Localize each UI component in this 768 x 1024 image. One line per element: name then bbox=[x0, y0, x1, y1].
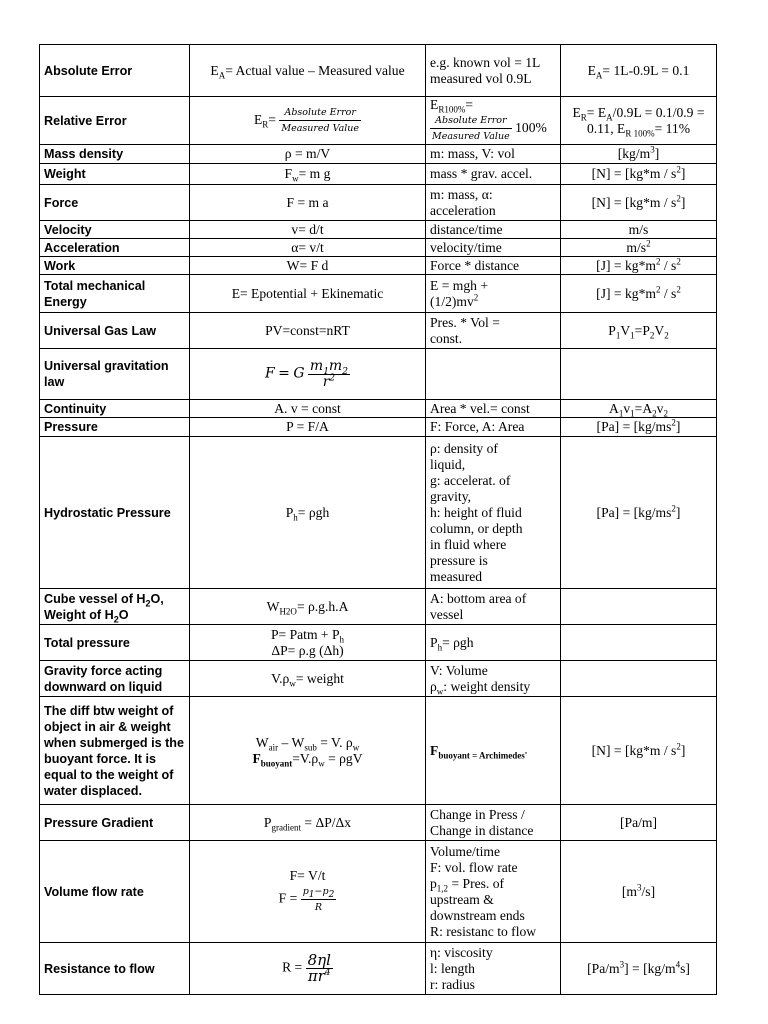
table-row bbox=[40, 221, 717, 239]
description-cell bbox=[426, 349, 561, 400]
term-cell: Velocity bbox=[40, 221, 190, 239]
description-line: h: height of fluid bbox=[430, 504, 522, 520]
description-cell bbox=[426, 661, 561, 697]
table-row bbox=[40, 625, 717, 661]
formula-text: $F_w= m$ g bbox=[284, 166, 331, 184]
term-cell: Relative Error bbox=[40, 97, 190, 145]
description-line: l: length bbox=[430, 960, 475, 976]
term-cell bbox=[40, 589, 190, 625]
term-cell: Acceleration bbox=[40, 239, 190, 257]
formula-text: $P_h= \rho gh$ bbox=[285, 504, 330, 523]
table-row bbox=[40, 349, 717, 400]
unit-cell bbox=[561, 145, 717, 164]
description-line: measured bbox=[430, 568, 483, 584]
term-cell: Pressure Gradient bbox=[40, 805, 190, 841]
formula-cell bbox=[190, 45, 426, 97]
unit-cell: [Pa/m] bbox=[561, 805, 717, 841]
description-line: Change in Press / bbox=[430, 806, 525, 822]
formula-text: $E_R=$ $\frac{\text{Absolute Error}}{\text{Measured Value}}$ bbox=[253, 107, 360, 134]
unit-text: $[Pa] = [kg/ms^2]$ bbox=[596, 417, 681, 434]
description-cell bbox=[426, 841, 561, 943]
formula-cell bbox=[190, 841, 426, 943]
term-cell: Volume flow rate bbox=[40, 841, 190, 943]
term-cell: Absolute Error bbox=[40, 45, 190, 97]
term-cell: Continuity bbox=[40, 400, 190, 418]
unit-cell bbox=[561, 697, 717, 805]
formula-cell bbox=[190, 625, 426, 661]
formula-cell: v= d/t bbox=[190, 221, 426, 239]
description-line: E = mgh + bbox=[430, 277, 488, 293]
table-row bbox=[40, 400, 717, 418]
unit-cell bbox=[561, 185, 717, 221]
formula-line: ΔP= ρ.g (Δh) bbox=[271, 642, 344, 658]
formula-line: F = $\frac{p_1-p_2}{R}$ bbox=[278, 886, 335, 913]
formula-cell bbox=[190, 97, 426, 145]
description-line: e.g. known vol = 1L bbox=[430, 54, 541, 70]
description-cell: m: mass, V: vol bbox=[426, 145, 561, 164]
description-line: const. bbox=[430, 330, 463, 346]
formula-cell: F = G $\frac{m_1m_2}{r^2}$ bbox=[190, 349, 426, 400]
unit-cell bbox=[561, 400, 717, 418]
unit-cell bbox=[561, 943, 717, 995]
description-line: in fluid where bbox=[430, 536, 507, 552]
description-line: R: resistanc to flow bbox=[430, 923, 537, 939]
table-row bbox=[40, 841, 717, 943]
unit-cell bbox=[561, 97, 717, 145]
formula-table bbox=[39, 44, 717, 995]
unit-cell bbox=[561, 625, 717, 661]
description-line: $\rho_w$: weight density bbox=[430, 678, 531, 697]
table-row bbox=[40, 437, 717, 589]
table-row bbox=[40, 97, 717, 145]
table-row bbox=[40, 418, 717, 437]
description-cell bbox=[426, 437, 561, 589]
term-cell: Universal Gas Law bbox=[40, 313, 190, 349]
table-row bbox=[40, 239, 717, 257]
unit-text: $[N] = [kg*m / s^2]$ bbox=[591, 740, 686, 758]
formula-cell bbox=[190, 943, 426, 995]
unit-cell bbox=[561, 257, 717, 275]
description-line: column, or depth bbox=[430, 520, 523, 536]
term-cell: Universal gravitation law bbox=[40, 349, 190, 400]
formula-cell: PV=const=nRT bbox=[190, 313, 426, 349]
description-cell bbox=[426, 275, 561, 313]
formula-line: P= Patm + $P_h$ bbox=[270, 626, 345, 645]
formula-cell bbox=[190, 437, 426, 589]
unit-cell bbox=[561, 275, 717, 313]
formula-cell bbox=[190, 164, 426, 185]
unit-cell bbox=[561, 164, 717, 185]
description-line: r: radius bbox=[430, 976, 475, 992]
description-line: g: accelerat. of bbox=[430, 472, 511, 488]
description-cell: velocity/time bbox=[426, 239, 561, 257]
description-cell bbox=[426, 625, 561, 661]
unit-cell bbox=[561, 313, 717, 349]
description-line: F: vol. flow rate bbox=[430, 859, 518, 875]
description-cell bbox=[426, 313, 561, 349]
unit-text: $P_1V_1=P_2V_2$ bbox=[608, 322, 669, 341]
unit-text: $[J] = kg*m^2 / s^2$ bbox=[596, 283, 681, 301]
description-cell: distance/time bbox=[426, 221, 561, 239]
formula-cell: E= Epotential + Ekinematic bbox=[190, 275, 426, 313]
unit-text: $[kg/m^3]$ bbox=[617, 144, 660, 161]
unit-cell bbox=[561, 437, 717, 589]
table-row bbox=[40, 275, 717, 313]
formula-text: $W_{H2O}= \rho.g.h.A$ bbox=[266, 598, 349, 617]
description-line: Volume/time bbox=[430, 843, 500, 859]
formula-cell bbox=[190, 697, 426, 805]
description-cell bbox=[426, 185, 561, 221]
description-cell bbox=[426, 97, 561, 145]
formula-cell bbox=[190, 805, 426, 841]
unit-cell: m/s bbox=[561, 221, 717, 239]
term-cell: Total mechanical Energy bbox=[40, 275, 190, 313]
unit-cell bbox=[561, 661, 717, 697]
formula-cell: A. v = const bbox=[190, 400, 426, 418]
table-row bbox=[40, 257, 717, 275]
description-cell bbox=[426, 805, 561, 841]
formula-cell: α= v/t bbox=[190, 239, 426, 257]
description-cell: F: Force, A: Area bbox=[426, 418, 561, 437]
description-line: $P_h= \rho gh$ bbox=[430, 634, 474, 653]
unit-text: $A_1v_1=A_2v_2$ bbox=[609, 400, 668, 418]
unit-text: $m/s^2$ bbox=[626, 238, 651, 255]
unit-text: $[Pa/m^3] = [kg/m^4s]$ bbox=[587, 958, 690, 976]
description-cell: Area * vel.= const bbox=[426, 400, 561, 418]
fraction: $\frac{8\eta l}{\pi r^4}$ bbox=[307, 951, 331, 985]
unit-text: $E_A= 1L-0.9L = 0.1$ bbox=[587, 62, 690, 81]
description-line: $(1/2)mv^2$ bbox=[430, 291, 479, 309]
unit-text: $[N] = [kg*m / s^2]$ bbox=[591, 192, 686, 210]
description-cell bbox=[426, 697, 561, 805]
description-cell bbox=[426, 589, 561, 625]
description-line: upstream & bbox=[430, 891, 494, 907]
description-line: Change in distance bbox=[430, 822, 534, 838]
unit-text: $[m^3/s]$ bbox=[621, 881, 656, 899]
table-row bbox=[40, 943, 717, 995]
unit-cell bbox=[561, 418, 717, 437]
description-line: pressure is bbox=[430, 552, 488, 568]
table-row bbox=[40, 661, 717, 697]
unit-cell bbox=[561, 239, 717, 257]
formula-line: $W_{air} - W_{sub} = V$. $\rho_w$ bbox=[255, 734, 360, 753]
description-cell: Force * distance bbox=[426, 257, 561, 275]
formula-text: R = bbox=[282, 959, 306, 975]
description-line: m: mass, α: bbox=[430, 186, 493, 202]
term-cell: Weight bbox=[40, 164, 190, 185]
description-line: ρ: density of bbox=[430, 440, 498, 456]
table-row bbox=[40, 805, 717, 841]
table-row bbox=[40, 45, 717, 97]
unit-text: $[J] = kg*m^2 / s^2$ bbox=[596, 256, 681, 273]
table-row bbox=[40, 313, 717, 349]
table-row bbox=[40, 185, 717, 221]
description-line: vessel bbox=[430, 606, 464, 622]
term-cell: Resistance to flow bbox=[40, 943, 190, 995]
description-line: measured vol 0.9L bbox=[430, 70, 532, 86]
description-cell bbox=[426, 943, 561, 995]
formula-cell: P = F/A bbox=[190, 418, 426, 437]
formula-cell bbox=[190, 661, 426, 697]
fraction: $\frac{m_1m_2}{r^2}$ bbox=[309, 357, 348, 390]
description-cell: mass * grav. accel. bbox=[426, 164, 561, 185]
formula-line: $F_{buoyant}=V.\rho_w = \rho gV$ bbox=[252, 750, 363, 769]
term-cell: Hydrostatic Pressure bbox=[40, 437, 190, 589]
fraction: $\frac{p_1-p_2}{R}$ bbox=[302, 886, 335, 913]
description-line: downstream ends bbox=[430, 907, 525, 923]
description-line: V: Volume bbox=[430, 662, 488, 678]
description-line: $E_{R100\%}=$ $\frac{\text{Absolute Error}}{\text{Measured Value}}$ 100% bbox=[430, 97, 547, 142]
formula-cell: ρ = m/V bbox=[190, 145, 426, 164]
table-row bbox=[40, 697, 717, 805]
unit-text: $[N] = [kg*m / s^2]$ bbox=[591, 164, 686, 181]
formula-cell bbox=[190, 589, 426, 625]
formula-text: $E_A=$ Actual value – Measured value bbox=[210, 62, 405, 81]
description-cell bbox=[426, 45, 561, 97]
formula-text: F bbox=[265, 365, 275, 382]
formula-text: $P_{gradient} = \Delta P/\Delta x$ bbox=[263, 814, 352, 833]
unit-cell bbox=[561, 45, 717, 97]
description-line: $F_{buoyant = Archimedes'}$ bbox=[430, 742, 528, 761]
description-line: A: bottom area of bbox=[430, 590, 527, 606]
term-cell: Gravity force acting downward on liquid bbox=[40, 661, 190, 697]
formula-line: F= V/t bbox=[289, 868, 326, 883]
unit-text: $[Pa] = [kg/ms^2]$ bbox=[596, 502, 681, 520]
term-text: Cube vessel of $H_2O$, Weight of $H_2O$ bbox=[44, 591, 164, 625]
unit-cell bbox=[561, 841, 717, 943]
unit-cell bbox=[561, 589, 717, 625]
formula-text: $V.\rho_w=$ weight bbox=[271, 670, 344, 689]
description-line: acceleration bbox=[430, 202, 496, 218]
description-line: $p_{1,2}$ = Pres. of bbox=[430, 875, 505, 894]
description-line: Pres. * Vol = bbox=[430, 314, 500, 330]
table-row bbox=[40, 589, 717, 625]
term-cell: Work bbox=[40, 257, 190, 275]
term-cell: Total pressure bbox=[40, 625, 190, 661]
description-line: gravity, bbox=[430, 488, 472, 504]
term-cell: The diff btw weight of object in air & weight when submerged is the buoyant force. It is equal to the weight of water displaced. bbox=[40, 697, 190, 805]
unit-text: $E_R= E_A/0.9L = 0.1/0.9 = 0.11$, $E_{R 100\%}= 11\%$ bbox=[572, 104, 705, 139]
table-row bbox=[40, 145, 717, 164]
term-cell: Pressure bbox=[40, 418, 190, 437]
term-cell: Mass density bbox=[40, 145, 190, 164]
description-line: liquid, bbox=[430, 456, 466, 472]
formula-cell: W= F d bbox=[190, 257, 426, 275]
formula-cell: F = m a bbox=[190, 185, 426, 221]
description-line: η: viscosity bbox=[430, 944, 493, 960]
table-row bbox=[40, 164, 717, 185]
unit-cell bbox=[561, 349, 717, 400]
term-cell: Force bbox=[40, 185, 190, 221]
